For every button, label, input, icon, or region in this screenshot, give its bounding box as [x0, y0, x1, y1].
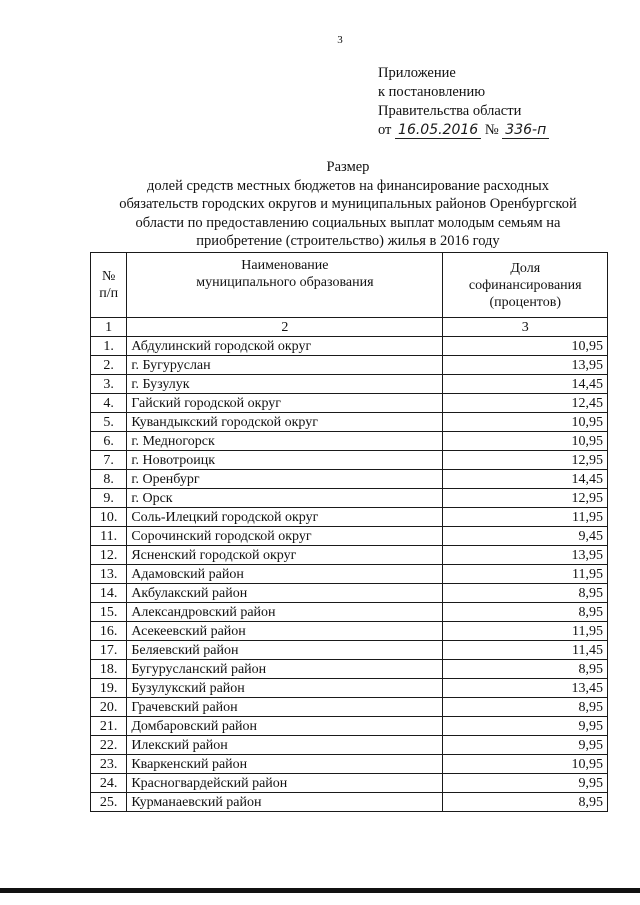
table-row [91, 622, 608, 641]
row-number: 18. [91, 660, 127, 679]
cofinancing-share: 9,95 [443, 736, 608, 755]
table-row [91, 660, 608, 679]
row-number: 5. [91, 413, 127, 432]
table-row [91, 337, 608, 356]
header-share-line-2: софинансирования [468, 277, 582, 293]
appendix-date-line [378, 121, 549, 140]
row-number: 17. [91, 641, 127, 660]
table-row [91, 470, 608, 489]
appendix-line-1: Приложение [378, 65, 456, 81]
title-line-3: обязательств городских округов и муниципальных районов Оренбургской [119, 196, 577, 212]
row-number: 13. [91, 565, 127, 584]
cofinancing-share: 8,95 [443, 584, 608, 603]
row-number: 12. [91, 546, 127, 565]
table-row [91, 489, 608, 508]
municipality-name: Кувандыкский городской округ [127, 413, 443, 432]
cofinancing-share: 11,95 [443, 622, 608, 641]
number-prefix: № [484, 122, 499, 138]
cofinancing-share: 9,95 [443, 774, 608, 793]
header-share-line-3: (процентов) [489, 294, 562, 310]
municipality-name: Илекский район [127, 736, 443, 755]
municipality-name: Курманаевский район [127, 793, 443, 812]
document-title [88, 158, 608, 251]
municipality-name: г. Новотроицк [127, 451, 443, 470]
cofinancing-share: 12,95 [443, 489, 608, 508]
row-number: 15. [91, 603, 127, 622]
row-number: 14. [91, 584, 127, 603]
cofinancing-share: 8,95 [443, 660, 608, 679]
municipality-name: Акбулакский район [127, 584, 443, 603]
page-number: 3 [337, 34, 343, 46]
table-row [91, 565, 608, 584]
cofinancing-share: 8,95 [443, 793, 608, 812]
cofinancing-share: 12,45 [443, 394, 608, 413]
row-number: 3. [91, 375, 127, 394]
handwritten-date: 16.05.2016 [395, 123, 481, 139]
cofinancing-share: 10,95 [443, 337, 608, 356]
cofinancing-share: 9,95 [443, 717, 608, 736]
title-line-5: приобретение (строительство) жилья в 2016 году [196, 233, 500, 249]
table-row [91, 755, 608, 774]
title-line-4: области по предоставлению социальных выплат молодым семьям на [135, 214, 561, 231]
municipality-name: Красногвардейский район [127, 774, 443, 793]
cofinancing-share: 14,45 [443, 375, 608, 394]
table-row [91, 717, 608, 736]
municipality-name: Ясненский городской округ [127, 546, 443, 565]
municipality-name: Беляевский район [127, 641, 443, 660]
cofinancing-share: 10,95 [443, 432, 608, 451]
column-index-2: 2 [127, 318, 443, 337]
row-number: 2. [91, 356, 127, 375]
cofinancing-share: 13,95 [443, 356, 608, 375]
column-index-3: 3 [443, 318, 608, 337]
row-number: 9. [91, 489, 127, 508]
header-share [443, 253, 608, 318]
column-index-1: 1 [91, 318, 127, 337]
header-num-line-2: п/п [99, 286, 119, 301]
cofinancing-share: 13,45 [443, 679, 608, 698]
row-number: 7. [91, 451, 127, 470]
municipality-name: Адамовский район [127, 565, 443, 584]
bottom-border-line [0, 888, 640, 893]
municipality-name: г. Оренбург [127, 470, 443, 489]
table-row [91, 394, 608, 413]
title-line-1: Размер [326, 159, 370, 175]
row-number: 8. [91, 470, 127, 489]
appendix-block [378, 64, 549, 140]
cofinancing-share: 13,95 [443, 546, 608, 565]
table-row [91, 546, 608, 565]
table-row [91, 375, 608, 394]
cofinancing-share: 14,45 [443, 470, 608, 489]
table-row [91, 641, 608, 660]
table-row [91, 793, 608, 812]
municipality-name: Соль-Илецкий городской округ [127, 508, 443, 527]
cofinancing-share: 11,45 [443, 641, 608, 660]
row-number: 6. [91, 432, 127, 451]
header-name-line-2: муниципального образования [196, 275, 374, 290]
municipality-name: г. Бугуруслан [127, 356, 443, 375]
table-row [91, 774, 608, 793]
table-row [91, 736, 608, 755]
table-row [91, 527, 608, 546]
row-number: 21. [91, 717, 127, 736]
municipality-name: Грачевский район [127, 698, 443, 717]
cofinancing-share: 9,45 [443, 527, 608, 546]
municipality-name: г. Бузулук [127, 375, 443, 394]
table-row [91, 584, 608, 603]
column-index-row [91, 318, 608, 337]
table-header-row [91, 253, 608, 318]
cofinancing-share: 11,95 [443, 508, 608, 527]
municipality-name: Домбаровский район [127, 717, 443, 736]
appendix-line-3: Правительства области [378, 103, 522, 119]
cofinancing-share: 8,95 [443, 698, 608, 717]
municipality-name: Асекеевский район [127, 622, 443, 641]
date-prefix: от [378, 122, 392, 138]
header-num-line-1: № [101, 269, 116, 284]
municipality-name: Бугурусланский район [127, 660, 443, 679]
cofinancing-share: 12,95 [443, 451, 608, 470]
row-number: 24. [91, 774, 127, 793]
municipality-name: Бузулукский район [127, 679, 443, 698]
shares-table [90, 252, 608, 812]
cofinancing-share: 10,95 [443, 755, 608, 774]
municipality-name: Сорочинский городской округ [127, 527, 443, 546]
cofinancing-share: 8,95 [443, 603, 608, 622]
municipality-name: г. Орск [127, 489, 443, 508]
row-number: 1. [91, 337, 127, 356]
table-row [91, 698, 608, 717]
row-number: 22. [91, 736, 127, 755]
row-number: 19. [91, 679, 127, 698]
handwritten-number: 336-п [502, 123, 549, 139]
header-name-line-1: Наименование [241, 258, 329, 273]
header-num [91, 253, 127, 318]
appendix-line-2: к постановлению [378, 84, 486, 100]
row-number: 20. [91, 698, 127, 717]
header-share-line-1: Доля [510, 260, 541, 276]
header-name [127, 253, 443, 318]
municipality-name: Кваркенский район [127, 755, 443, 774]
row-number: 4. [91, 394, 127, 413]
municipality-name: Гайский городской округ [127, 394, 443, 413]
table-row [91, 451, 608, 470]
cofinancing-share: 11,95 [443, 565, 608, 584]
table-row [91, 603, 608, 622]
municipality-name: Абдулинский городской округ [127, 337, 443, 356]
municipality-name: Александровский район [127, 603, 443, 622]
table-row [91, 432, 608, 451]
row-number: 25. [91, 793, 127, 812]
row-number: 23. [91, 755, 127, 774]
table-row [91, 508, 608, 527]
municipality-name: г. Медногорск [127, 432, 443, 451]
table-row [91, 413, 608, 432]
row-number: 10. [91, 508, 127, 527]
table-row [91, 356, 608, 375]
table-body [91, 318, 608, 812]
table-row [91, 679, 608, 698]
cofinancing-share: 10,95 [443, 413, 608, 432]
title-line-2: долей средств местных бюджетов на финансирование расходных [146, 177, 550, 194]
row-number: 11. [91, 527, 127, 546]
row-number: 16. [91, 622, 127, 641]
